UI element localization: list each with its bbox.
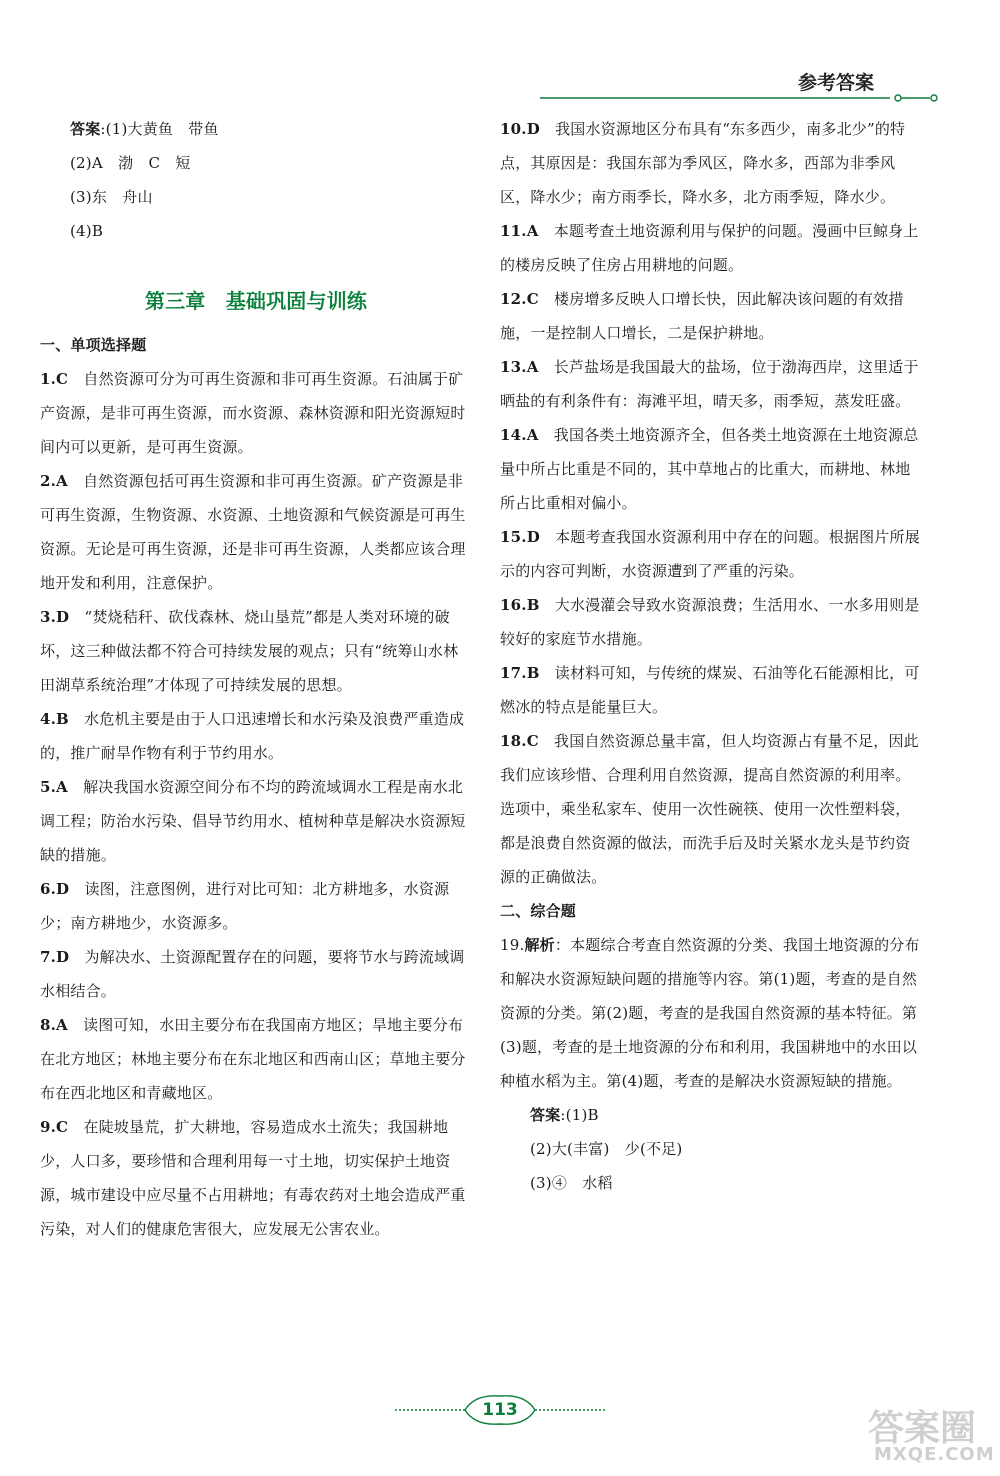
page-header-title: 参考答案 (798, 72, 875, 94)
page-number: 113 (482, 1400, 518, 1420)
answer-item: 7.D 为解决水、土资源配置存在的问题，要将节水与跨流域调水相结合。 (40, 948, 465, 1000)
q19-answer-line-3: (3)④ 水稻 (530, 1174, 613, 1192)
right-column (500, 112, 922, 1200)
answer-item: 15.D 本题考查我国水资源利用中存在的问题。根据图片所展示的内容可判断，水资源遭到了严重的污染。 (500, 528, 920, 580)
answer-item: 14.A 我国各类土地资源齐全，但各类土地资源在土地资源总量中所占比重是不同的，其中草地占的比重大，而耕地、林地所占比重相对偏小。 (500, 426, 919, 512)
answer-item: 11.A 本题考查土地资源利用与保护的问题。漫画中巨鲸身上的楼房反映了住房占用耕地的问题。 (500, 222, 919, 274)
header-decorative-line (540, 94, 938, 102)
left-column (40, 112, 472, 1246)
section-heading-single-choice: 一、单项选择题 (40, 336, 147, 354)
answer-item: 2.A 自然资源包括可再生资源和非可再生资源。矿产资源是非可再生资源，生物资源、水资源、土地资源和气候资源是可再生资源。无论是可再生资源，还是非可再生资源，人类都应该合理地开发和利用，注意保护。 (40, 472, 466, 592)
answer-item: 12.C 楼房增多反映人口增长快，因此解决该问题的有效措施，一是控制人口增长，二是保护耕地。 (500, 290, 904, 342)
answer-label: 答案 (530, 1106, 561, 1124)
answer-item: 9.C 在陡坡垦荒，扩大耕地，容易造成水土流失；我国耕地少，人口多，要珍惜和合理利用每一寸土地，切实保护土地资源，城市建设中应尽量不占用耕地；有毒农药对土地会造成严重污染，对人们的健康危害很大，应发展无公害农业。 (40, 1118, 466, 1238)
watermark-logo: 答案圈 MXQE.COM (868, 1408, 995, 1465)
q19-answer-line-2: (2)大(丰富) 少(不足) (530, 1140, 683, 1158)
answer-item: 18.C 我国自然资源总量丰富，但人均资源占有量不足，因此我们应该珍惜、合理利用自然资源，提高自然资源的利用率。选项中，乘坐私家车、使用一次性碗筷、使用一次性塑料袋，都是浪费自然资源的做法，而洗手后及时关紧水龙头是节约资源的正确做法。 (500, 732, 919, 886)
answer-item: 8.A 读图可知，水田主要分布在我国南方地区；旱地主要分布在北方地区；林地主要分布在东北地区和西南山区；草地主要分布在西北地区和青藏地区。 (40, 1016, 466, 1102)
answer-item: 5.A 解决我国水资源空间分布不均的跨流域调水工程是南水北调工程；防治水污染、倡导节约用水、植树种草是解决水资源短缺的措施。 (40, 778, 466, 864)
answer-item: 6.D 读图，注意图例，进行对比可知：北方耕地多，水资源少；南方耕地少，水资源多。 (40, 880, 450, 932)
chapter-title: 第三章 基础巩固与训练 (144, 289, 368, 313)
answer-item: 3.D “焚烧秸秆、砍伐森林、烧山垦荒”都是人类对环境的破坏，这三种做法都不符合可持续发展的观点；只有“统筹山水林田湖草系统治理”才体现了可持续发展的思想。 (40, 608, 459, 694)
q19-answer-line-1: 答案:(1)B (530, 1106, 599, 1124)
answer-item: 4.B 水危机主要是由于人口迅速增长和水污染及浪费严重造成的，推广耐旱作物有利于节约用水。 (40, 710, 465, 762)
answer-label: 答案 (70, 120, 101, 138)
answer-item: 13.A 长芦盐场是我国最大的盐场，位于渤海西岸，这里适于晒盐的有利条件有：海滩平坦，晴天多，雨季短，蒸发旺盛。 (500, 358, 919, 410)
answer-item: 16.B 大水漫灌会导致水资源浪费；生活用水、一水多用则是较好的家庭节水措施。 (500, 596, 920, 648)
section-heading-comprehensive: 二、综合题 (500, 902, 577, 920)
prev-answer-line-4: (4)B (70, 222, 104, 240)
prev-answer-line-1: 答案:(1)大黄鱼 带鱼 (70, 120, 219, 138)
answer-item: 17.B 读材料可知，与传统的煤炭、石油等化石能源相比，可燃冰的特点是能量巨大。 (500, 664, 920, 716)
prev-answer-line-2: (2)A 渤 C 短 (70, 154, 191, 172)
answer-item-19: 19.解析：本题综合考查自然资源的分类、我国土地资源的分布和解决水资源短缺问题的措施等内容。第(1)题，考查的是自然资源的分类。第(2)题，考查的是我国自然资源的基本特征。第(3)题，考查的是土地资源的分布和利用，我国耕地中的水田以种植水稻为主。第(4)题，考查的是解决水资源短缺的措施。 (500, 936, 920, 1090)
prev-answer-line-3: (3)东 舟山 (70, 188, 153, 206)
answer-item: 10.D 我国水资源地区分布具有“东多西少，南多北少”的特点，其原因是：我国东部为季风区，降水多，西部为非季风区，降水少；南方雨季长，降水多，北方雨季短，降水少。 (500, 120, 906, 206)
answer-item: 1.C 自然资源可分为可再生资源和非可再生资源。石油属于矿产资源，是非可再生资源，而水资源、森林资源和阳光资源短时间内可以更新，是可再生资源。 (40, 370, 466, 456)
